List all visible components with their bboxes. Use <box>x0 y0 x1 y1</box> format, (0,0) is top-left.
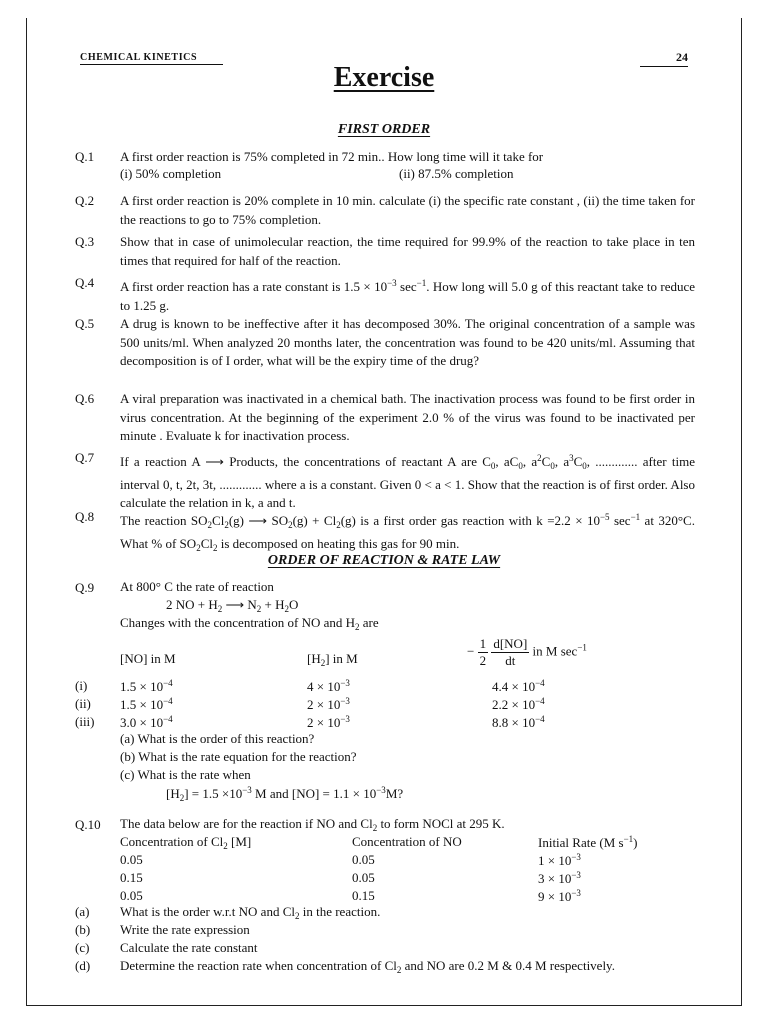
q9-row-no: $1.5 \times 10^{-4}$ <box>120 678 173 694</box>
q9-condition: $[H_2] = 1.5 \times 10^{-3}$ M and $[NO] = 1.1 \times 10^{-3}M$? <box>166 785 404 803</box>
q10-part-a-label: (a) <box>75 904 90 919</box>
q10-row-no: 0.05 <box>352 870 375 885</box>
q9-changes: Changes with the concentration of NO and $H_2$ are <box>120 615 379 632</box>
page-title-wrap <box>0 62 768 94</box>
header-page-number: 24 <box>640 50 688 67</box>
q1-option-1: (i) 50% completion <box>120 166 222 181</box>
q10-row-no: 0.15 <box>352 888 375 903</box>
q10-part-b-text: Write the rate expression <box>120 922 250 937</box>
q9-row-rate: $2.2 \times 10^{-4}$ <box>492 696 545 712</box>
q4-text: A first order reaction has a rate constant is $1.5 \times 10^{-3}$ $\sec^{-1}$. How long will 5.0 g of this reactant take to reduce to 1.25 g. <box>120 278 695 313</box>
q9-header-h2: $[H_2]$ in M <box>307 651 358 668</box>
q10-row-cl2: 0.15 <box>120 870 143 885</box>
q9-row-label: (iii) <box>75 714 95 729</box>
q9-equation: 2 NO + $H_2$ ⟶ $N_2 + H_2O$ <box>166 597 299 614</box>
q9-row-h2: $2 \times 10^{-3}$ <box>307 714 350 730</box>
q10-row-cl2: 0.05 <box>120 852 143 867</box>
q9-intro: At 800° C the rate of reaction <box>120 579 274 594</box>
q6-text: A viral preparation was inactivated in a chemical bath. The inactivation process was found to be first order in virus concentration. At the beginning of the experiment 2.0 % of the virus was found to be inactivated per minute . Evaluate k for inactivation process. <box>120 391 695 443</box>
q10-row-rate: $3 \times 10^{-3}$ <box>538 870 581 886</box>
q3-number: Q.3 <box>75 234 95 249</box>
q9-row-rate: $8.8 \times 10^{-4}$ <box>492 714 545 730</box>
q4-number: Q.4 <box>75 275 95 290</box>
reaction-arrow: ⟶ <box>205 454 224 469</box>
q10-header-no: Concentration of NO <box>352 834 462 849</box>
q9-number: Q.9 <box>75 580 95 595</box>
q9-row-h2: $2 \times 10^{-3}$ <box>307 696 350 712</box>
q9-row-no: $3.0 \times 10^{-4}$ <box>120 714 173 730</box>
q7-number: Q.7 <box>75 450 95 465</box>
q10-number: Q.10 <box>75 817 101 832</box>
q10-row-no: 0.05 <box>352 852 375 867</box>
q9-row-no: $1.5 \times 10^{-4}$ <box>120 696 173 712</box>
q10-part-d-label: (d) <box>75 958 91 973</box>
q9-row-h2: $4 \times 10^{-3}$ <box>307 678 350 694</box>
reaction-arrow: ⟶ <box>248 513 268 528</box>
q9-row-rate: $4.4 \times 10^{-4}$ <box>492 678 545 694</box>
q7-text: If a reaction A ⟶ Products, the concentrations of reactant A are $C_0$, $aC_0$, $a^2C_0$, $a^3C_0$, ............. after time interval 0, t, 2t, 3t, ............. where a is a constant. Given 0 < a < 1. Show that the reaction is of first order. Also calculate the relation in k, a and t. <box>120 453 695 510</box>
section-first-order: FIRST ORDER <box>337 122 431 137</box>
q5-number: Q.5 <box>75 316 95 331</box>
q2-text: A first order reaction is 20% complete in 10 min. calculate (i) the specific rate constant , (ii) the time taken for the reactions to go to 75% completion. <box>120 193 695 227</box>
q9-row-label: (i) <box>75 678 88 693</box>
q10-part-a-text: What is the order w.r.t NO and $Cl_2$ in the reaction. <box>120 904 381 921</box>
q10-header-rate: Initial Rate (M $s^{-1}$) <box>538 834 638 850</box>
q10-row-cl2: 0.05 <box>120 888 143 903</box>
page-title: Exercise <box>333 62 435 93</box>
q1-option-2: (ii) 87.5% completion <box>399 166 514 181</box>
reaction-arrow: ⟶ <box>225 597 245 612</box>
q10-part-c-label: (c) <box>75 940 90 955</box>
q10-header-cl2: Concentration of $Cl_2$ [M] <box>120 834 252 851</box>
q9-row-label: (ii) <box>75 696 91 711</box>
q10-part-c-text: Calculate the rate constant <box>120 940 258 955</box>
q8-text: The reaction $SO_2Cl_2(g)$ ⟶ $SO_2(g) + Cl_2(g)$ is a first order gas reaction with $k =2.2 \times 10^{-5}$ $\sec^{-1}$ at 320°C. What % of $SO_2Cl_2$ is decomposed on heating this gas for 90 min. <box>120 512 695 553</box>
q5-text: A drug is known to be ineffective after it has decomposed 30%. The original concentration of a sample was 500 units/ml. When analyzed 20 months later, the concentration was found to be 420 units/ml. Assuming that decomposition is of I order, what will be the expiry time of the drug? <box>120 316 695 368</box>
q1-number: Q.1 <box>75 149 95 164</box>
q1-text: A first order reaction is 75% completed in 72 min.. How long time will it take for <box>120 149 544 164</box>
q10-row-rate: $1 \times 10^{-3}$ <box>538 852 581 868</box>
header-subject: CHEMICAL KINETICS <box>80 52 223 65</box>
q10-part-b-label: (b) <box>75 922 91 937</box>
q2-number: Q.2 <box>75 193 95 208</box>
q9-header-no: [NO] in M <box>120 651 176 666</box>
section-order-rate-law: ORDER OF REACTION & RATE LAW <box>267 553 501 568</box>
q10-row-rate: $9 \times 10^{-3}$ <box>538 888 581 904</box>
q8-number: Q.8 <box>75 509 95 524</box>
q9-part-a: (a) What is the order of this reaction? <box>120 731 315 746</box>
q9-part-c: (c) What is the rate when <box>120 767 251 782</box>
q9-part-b: (b) What is the rate equation for the reaction? <box>120 749 357 764</box>
q3-text: Show that in case of unimolecular reaction, the time required for 99.9% of the reaction to take place in ten times that required for half of the reaction. <box>120 234 695 268</box>
q10-intro: The data below are for the reaction if NO and $Cl_2$ to form NOCl at 295 K. <box>120 816 505 833</box>
q6-number: Q.6 <box>75 391 95 406</box>
q9-header-rate: − $\frac{1}{2}$ $\frac{d[NO]}{dt}$ in M $\sec^{-1}$ <box>467 636 587 668</box>
q10-part-d-text: Determine the reaction rate when concentration of $Cl_2$ and NO are 0.2 M & 0.4 M respectively. <box>120 958 615 975</box>
